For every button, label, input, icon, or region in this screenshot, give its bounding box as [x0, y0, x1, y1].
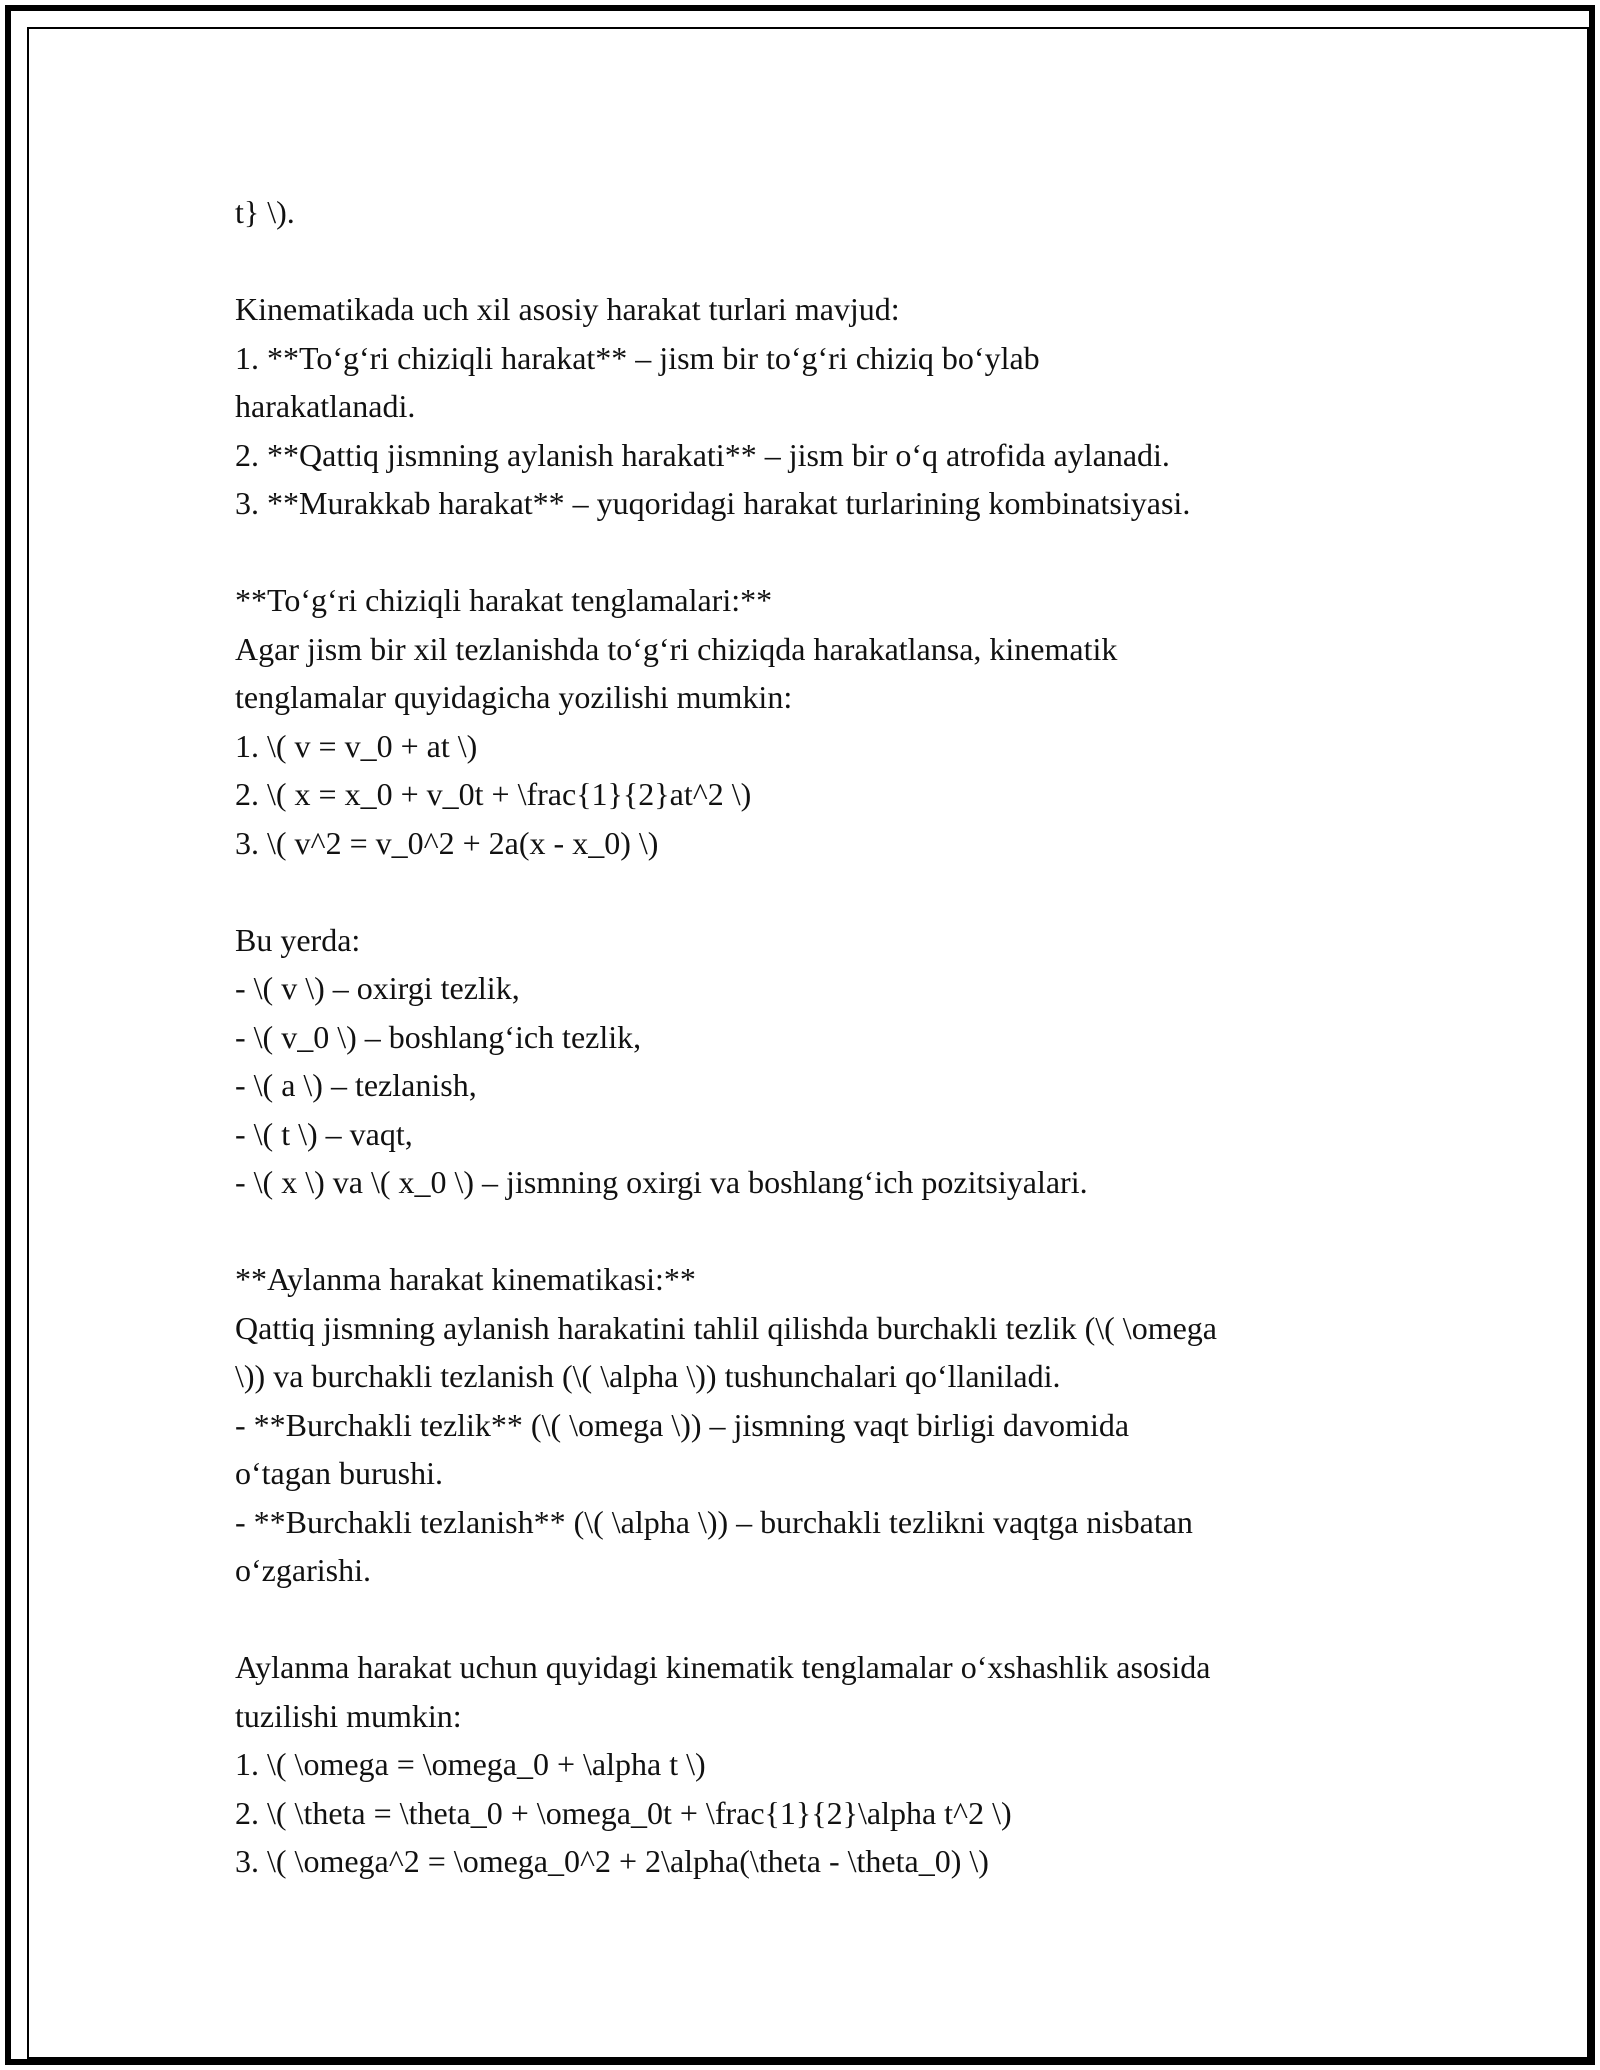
blank-line	[235, 528, 1385, 577]
text-line: tuzilishi mumkin:	[235, 1697, 462, 1734]
list-item: - **Burchakli tezlanish** (\( \alpha \)) – burchakli tezlikni vaqtga nisbatan	[235, 1503, 1193, 1540]
text-line: Bu yerda:	[235, 921, 361, 958]
equation-line: 3. \( \omega^2 = \omega_0^2 + 2\alpha(\theta - \theta_0) \)	[235, 1843, 989, 1879]
list-item: - \( x \) va \( x_0 \) – jismning oxirgi va boshlang‘ich pozitsiyalari.	[235, 1164, 1088, 1200]
list-item: - \( v_0 \) – boshlang‘ich tezlik,	[235, 1018, 642, 1055]
equation-line: 3. \( v^2 = v_0^2 + 2a(x - x_0) \)	[235, 824, 659, 861]
section-heading: **Aylanma harakat kinematikasi:**	[235, 1261, 696, 1297]
text-line: harakatlanadi.	[235, 388, 416, 424]
text-line: 2. **Qattiq jismning aylanish harakati** – jism bir o‘q atrofida aylanadi.	[235, 436, 1170, 473]
text-line: Aylanma harakat uchun quyidagi kinematik tenglamalar o‘xshashlik asosida	[235, 1649, 1211, 1685]
blank-line	[235, 237, 1385, 286]
blank-line	[235, 1207, 1385, 1256]
text-line: o‘tagan burushi.	[235, 1455, 443, 1491]
equation-line: 1. \( v = v_0 + at \)	[235, 727, 478, 764]
text-line: Agar jism bir xil tezlanishda to‘g‘ri chiziqda harakatlansa, kinematik	[235, 630, 1118, 667]
list-item: - \( v \) – oxirgi tezlik,	[235, 970, 520, 1006]
blank-line	[235, 1595, 1385, 1644]
list-item: - \( t \) – vaqt,	[235, 1115, 413, 1152]
text-line: 1. **To‘g‘ri chiziqli harakat** – jism bir to‘g‘ri chiziq bo‘ylab	[235, 339, 1040, 376]
text-line: tenglamalar quyidagicha yozilishi mumkin:	[235, 679, 793, 715]
equation-line: 1. \( \omega = \omega_0 + \alpha t \)	[235, 1746, 706, 1782]
list-item: - \( a \) – tezlanish,	[235, 1067, 477, 1103]
text-line: 3. **Murakkab harakat** – yuqoridagi harakat turlarining kombinatsiyasi.	[235, 485, 1191, 521]
text-line: Kinematikada uch xil asosiy harakat turlari mavjud:	[235, 291, 900, 327]
text-line: o‘zgarishi.	[235, 1552, 371, 1588]
text-line: \)) va burchakli tezlanish (\( \alpha \)) tushunchalari qo‘llaniladi.	[235, 1358, 1061, 1394]
equation-line: 2. \( x = x_0 + v_0t + \frac{1}{2}at^2 \)	[235, 776, 752, 812]
section-heading: **To‘g‘ri chiziqli harakat tenglamalari:**	[235, 582, 773, 618]
list-item: - **Burchakli tezlik** (\( \omega \)) – jismning vaqt birligi davomida	[235, 1406, 1130, 1443]
document-body	[235, 188, 1385, 1886]
blank-line	[235, 867, 1385, 916]
text-line: t} \).	[235, 194, 295, 230]
text-line: Qattiq jismning aylanish harakatini tahlil qilishda burchakli tezlik (\( \omega	[235, 1309, 1217, 1346]
equation-line: 2. \( \theta = \theta_0 + \omega_0t + \frac{1}{2}\alpha t^2 \)	[235, 1794, 1012, 1831]
